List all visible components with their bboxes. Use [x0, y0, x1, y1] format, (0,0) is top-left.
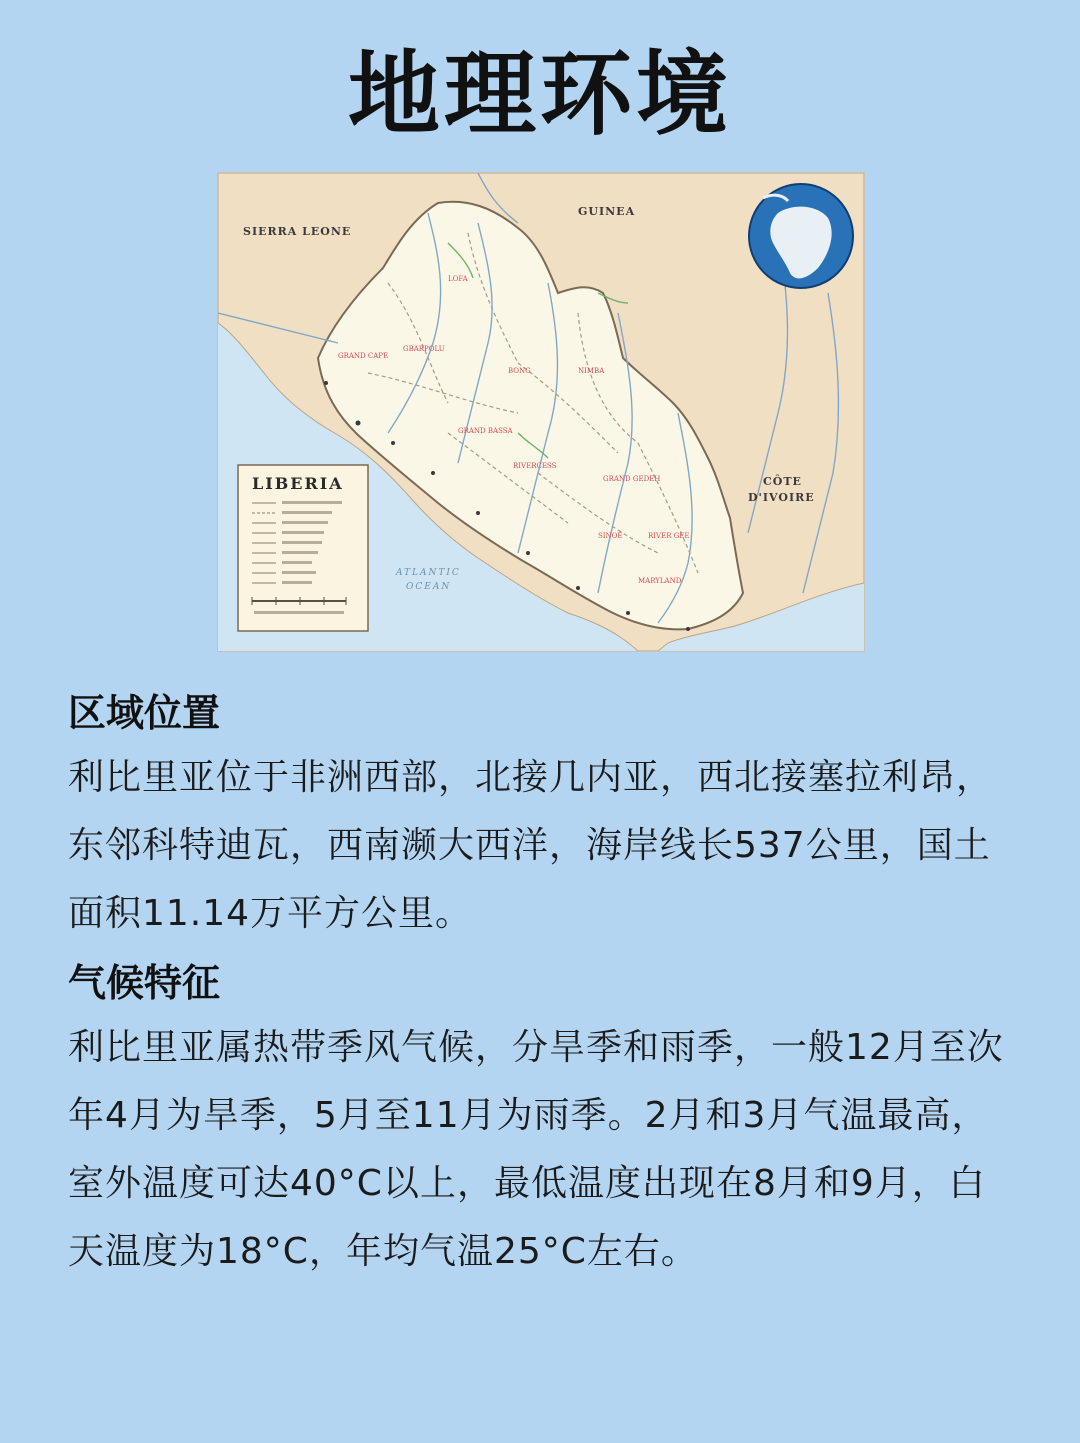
page-title: 地理环境 [347, 41, 732, 148]
section-climate [68, 958, 1018, 1286]
svg-text:LOFA: LOFA [448, 275, 468, 283]
svg-text:GBARPOLU: GBARPOLU [403, 345, 445, 353]
svg-text:NIMBA: NIMBA [578, 367, 605, 375]
section-heading: 气候特征 [68, 961, 221, 1005]
section-heading: 区域位置 [68, 691, 221, 735]
legend-title: LIBERIA [252, 474, 344, 493]
svg-text:RIVERCESS: RIVERCESS [513, 462, 557, 470]
label-ocean-2: OCEAN [406, 582, 452, 592]
label-cote-divoire-1: CÔTE [763, 475, 802, 488]
svg-text:RIVER GEE: RIVER GEE [648, 532, 690, 540]
section-body: 利比里亚属热带季风气候，分旱季和雨季，一般12月至次年4月为旱季，5月至11月为雨季。2月和3月气温最高，室外温度可达40°C以上，最低温度出现在8月和9月，白天温度为18°C，年均气温25°C左右。 [68, 1027, 1004, 1272]
svg-text:GRAND CAPE: GRAND CAPE [338, 352, 389, 360]
svg-text:GRAND GEDEH: GRAND GEDEH [603, 475, 661, 483]
svg-text:MARYLAND: MARYLAND [638, 577, 682, 585]
label-cote-divoire-2: D'IVOIRE [748, 491, 815, 504]
section-body: 利比里亚位于非洲西部，北接几内亚，西北接塞拉利昂，东邻科特迪瓦，西南濒大西洋，海岸线长537公里，国土面积11.14万平方公里。 [68, 757, 994, 934]
label-sierra-leone: SIERRA LEONE [243, 225, 352, 238]
liberia-map [217, 172, 865, 652]
svg-text:BONG: BONG [508, 367, 531, 375]
svg-text:SINOE: SINOE [598, 532, 623, 540]
map-globe-icon [749, 184, 853, 288]
map-legend [238, 465, 368, 631]
section-location [68, 688, 1018, 948]
label-guinea: GUINEA [578, 205, 636, 218]
label-ocean-1: ATLANTIC [396, 568, 461, 578]
svg-text:GRAND BASSA: GRAND BASSA [458, 427, 513, 435]
